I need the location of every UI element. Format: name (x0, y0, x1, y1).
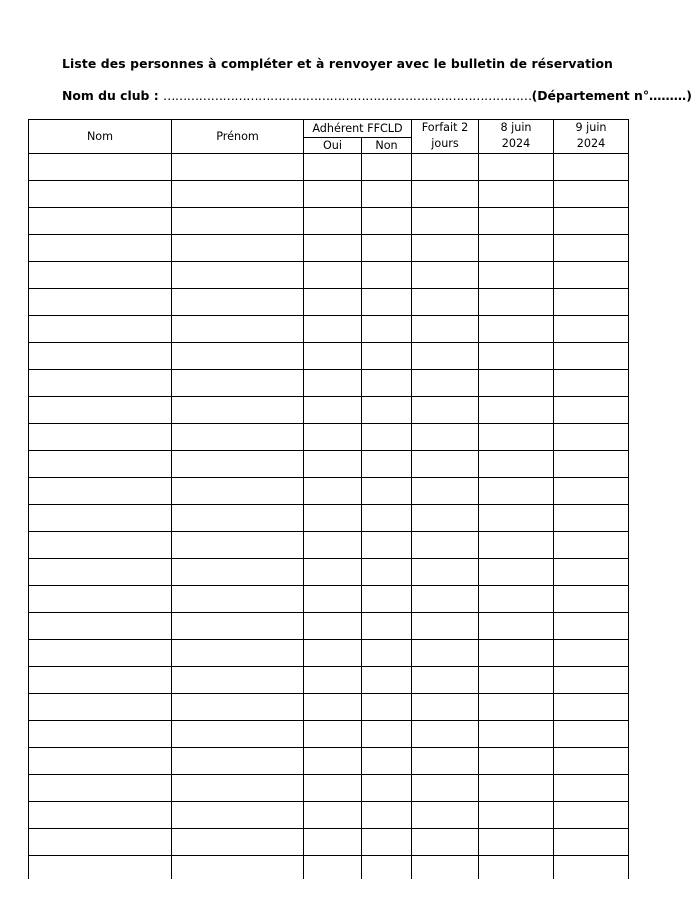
header-adherent-ffcld: Adhérent FFCLD (304, 120, 412, 138)
header-day-1-line2: 2024 (501, 137, 531, 150)
adherent-non-cell[interactable] (362, 235, 412, 262)
adherent-non-cell[interactable] (362, 478, 412, 505)
adherent-non-cell[interactable] (362, 181, 412, 208)
table-row (29, 262, 629, 289)
forfait-cell[interactable] (412, 694, 479, 721)
header-day-1-line1: 8 juin (500, 121, 532, 134)
nom-cell[interactable] (29, 559, 172, 586)
day-1-cell[interactable] (479, 829, 554, 856)
adherent-oui-cell[interactable] (304, 451, 362, 478)
nom-cell[interactable] (29, 154, 172, 181)
day-2-cell[interactable] (554, 181, 629, 208)
prenom-cell[interactable] (172, 748, 304, 775)
nom-cell[interactable] (29, 721, 172, 748)
day-1-cell[interactable] (479, 505, 554, 532)
adherent-oui-cell[interactable] (304, 694, 362, 721)
club-label: Nom du club : (62, 88, 159, 103)
adherent-oui-cell[interactable] (304, 208, 362, 235)
day-2-cell[interactable] (554, 613, 629, 640)
day-1-cell[interactable] (479, 316, 554, 343)
day-1-cell[interactable] (479, 748, 554, 775)
forfait-cell[interactable] (412, 424, 479, 451)
adherent-non-cell[interactable] (362, 289, 412, 316)
nom-cell[interactable] (29, 667, 172, 694)
day-2-cell[interactable] (554, 235, 629, 262)
prenom-cell[interactable] (172, 559, 304, 586)
forfait-cell[interactable] (412, 235, 479, 262)
adherent-non-cell[interactable] (362, 748, 412, 775)
adherent-non-cell[interactable] (362, 640, 412, 667)
header-day-2 (554, 120, 629, 154)
adherent-non-cell[interactable] (362, 370, 412, 397)
day-1-cell[interactable] (479, 856, 554, 880)
nom-cell[interactable] (29, 829, 172, 856)
adherent-oui-cell[interactable] (304, 262, 362, 289)
day-2-cell[interactable] (554, 343, 629, 370)
day-2-cell[interactable] (554, 532, 629, 559)
adherent-non-cell[interactable] (362, 559, 412, 586)
header-forfait-line1: Forfait 2 (421, 121, 469, 134)
day-2-cell[interactable] (554, 721, 629, 748)
day-1-cell[interactable] (479, 478, 554, 505)
day-2-cell[interactable] (554, 667, 629, 694)
day-1-cell[interactable] (479, 397, 554, 424)
day-2-cell[interactable] (554, 397, 629, 424)
nom-cell[interactable] (29, 316, 172, 343)
nom-cell[interactable] (29, 748, 172, 775)
adherent-non-cell[interactable] (362, 802, 412, 829)
forfait-cell[interactable] (412, 478, 479, 505)
adherent-non-cell[interactable] (362, 451, 412, 478)
nom-cell[interactable] (29, 775, 172, 802)
prenom-cell[interactable] (172, 478, 304, 505)
day-1-cell[interactable] (479, 667, 554, 694)
table-row (29, 559, 629, 586)
forfait-cell[interactable] (412, 802, 479, 829)
day-2-cell[interactable] (554, 775, 629, 802)
prenom-cell[interactable] (172, 721, 304, 748)
table-row (29, 154, 629, 181)
nom-cell[interactable] (29, 478, 172, 505)
nom-cell[interactable] (29, 694, 172, 721)
table-row (29, 532, 629, 559)
table-row (29, 856, 629, 880)
prenom-cell[interactable] (172, 343, 304, 370)
prenom-cell[interactable] (172, 856, 304, 880)
header-day-2-line2: 2024 (576, 137, 606, 150)
forfait-cell[interactable] (412, 370, 479, 397)
prenom-cell[interactable] (172, 775, 304, 802)
adherent-oui-cell[interactable] (304, 721, 362, 748)
nom-cell[interactable] (29, 397, 172, 424)
day-1-cell[interactable] (479, 289, 554, 316)
adherent-oui-cell[interactable] (304, 154, 362, 181)
table-body (29, 154, 629, 880)
prenom-cell[interactable] (172, 154, 304, 181)
header-forfait-line2: jours (431, 137, 459, 150)
day-1-cell[interactable] (479, 775, 554, 802)
adherent-oui-cell[interactable] (304, 856, 362, 880)
table-row (29, 613, 629, 640)
day-2-cell[interactable] (554, 289, 629, 316)
day-2-cell[interactable] (554, 316, 629, 343)
day-1-cell[interactable] (479, 208, 554, 235)
adherent-non-cell[interactable] (362, 343, 412, 370)
day-1-cell[interactable] (479, 343, 554, 370)
nom-cell[interactable] (29, 856, 172, 880)
table-row (29, 235, 629, 262)
day-1-cell[interactable] (479, 640, 554, 667)
adherent-oui-cell[interactable] (304, 748, 362, 775)
nom-cell[interactable] (29, 370, 172, 397)
club-name-line (62, 88, 692, 103)
nom-cell[interactable] (29, 802, 172, 829)
prenom-cell[interactable] (172, 316, 304, 343)
table-row (29, 181, 629, 208)
prenom-cell[interactable] (172, 829, 304, 856)
prenom-cell[interactable] (172, 397, 304, 424)
prenom-cell[interactable] (172, 370, 304, 397)
adherent-non-cell[interactable] (362, 667, 412, 694)
day-2-cell[interactable] (554, 370, 629, 397)
day-2-cell[interactable] (554, 208, 629, 235)
day-2-cell[interactable] (554, 748, 629, 775)
nom-cell[interactable] (29, 640, 172, 667)
adherent-oui-cell[interactable] (304, 532, 362, 559)
prenom-cell[interactable] (172, 667, 304, 694)
adherent-oui-cell[interactable] (304, 613, 362, 640)
table-row (29, 775, 629, 802)
header-oui: Oui (304, 138, 362, 154)
prenom-cell[interactable] (172, 289, 304, 316)
department-label: (Département n°………) (531, 88, 692, 103)
nom-cell[interactable] (29, 262, 172, 289)
adherent-oui-cell[interactable] (304, 424, 362, 451)
forfait-cell[interactable] (412, 721, 479, 748)
forfait-cell[interactable] (412, 154, 479, 181)
table-row (29, 829, 629, 856)
forfait-cell[interactable] (412, 667, 479, 694)
day-2-cell[interactable] (554, 586, 629, 613)
adherent-oui-cell[interactable] (304, 370, 362, 397)
day-2-cell[interactable] (554, 505, 629, 532)
forfait-cell[interactable] (412, 316, 479, 343)
forfait-cell[interactable] (412, 640, 479, 667)
forfait-cell[interactable] (412, 775, 479, 802)
adherent-oui-cell[interactable] (304, 478, 362, 505)
nom-cell[interactable] (29, 289, 172, 316)
day-2-cell[interactable] (554, 829, 629, 856)
adherent-non-cell[interactable] (362, 505, 412, 532)
adherent-non-cell[interactable] (362, 856, 412, 880)
prenom-cell[interactable] (172, 802, 304, 829)
table-row (29, 424, 629, 451)
adherent-non-cell[interactable] (362, 316, 412, 343)
table-row (29, 478, 629, 505)
day-1-cell[interactable] (479, 235, 554, 262)
adherent-non-cell[interactable] (362, 586, 412, 613)
nom-cell[interactable] (29, 505, 172, 532)
day-2-cell[interactable] (554, 559, 629, 586)
forfait-cell[interactable] (412, 505, 479, 532)
adherent-non-cell[interactable] (362, 694, 412, 721)
prenom-cell[interactable] (172, 694, 304, 721)
participants-table (28, 119, 629, 879)
adherent-oui-cell[interactable] (304, 289, 362, 316)
day-2-cell[interactable] (554, 424, 629, 451)
forfait-cell[interactable] (412, 289, 479, 316)
day-1-cell[interactable] (479, 532, 554, 559)
adherent-oui-cell[interactable] (304, 397, 362, 424)
forfait-cell[interactable] (412, 397, 479, 424)
nom-cell[interactable] (29, 613, 172, 640)
adherent-oui-cell[interactable] (304, 181, 362, 208)
table-row (29, 640, 629, 667)
header-prenom: Prénom (172, 120, 304, 154)
forfait-cell[interactable] (412, 829, 479, 856)
nom-cell[interactable] (29, 208, 172, 235)
forfait-cell[interactable] (412, 559, 479, 586)
prenom-cell[interactable] (172, 262, 304, 289)
day-1-cell[interactable] (479, 586, 554, 613)
prenom-cell[interactable] (172, 505, 304, 532)
table-row (29, 208, 629, 235)
nom-cell[interactable] (29, 235, 172, 262)
day-1-cell[interactable] (479, 262, 554, 289)
table-row (29, 289, 629, 316)
table-row (29, 667, 629, 694)
adherent-oui-cell[interactable] (304, 586, 362, 613)
adherent-non-cell[interactable] (362, 424, 412, 451)
adherent-non-cell[interactable] (362, 397, 412, 424)
day-2-cell[interactable] (554, 451, 629, 478)
day-1-cell[interactable] (479, 802, 554, 829)
adherent-non-cell[interactable] (362, 721, 412, 748)
nom-cell[interactable] (29, 181, 172, 208)
header-nom: Nom (29, 120, 172, 154)
forfait-cell[interactable] (412, 613, 479, 640)
table-row (29, 370, 629, 397)
adherent-oui-cell[interactable] (304, 667, 362, 694)
prenom-cell[interactable] (172, 613, 304, 640)
table-row (29, 343, 629, 370)
forfait-cell[interactable] (412, 181, 479, 208)
table-row (29, 586, 629, 613)
day-2-cell[interactable] (554, 640, 629, 667)
adherent-oui-cell[interactable] (304, 316, 362, 343)
adherent-oui-cell[interactable] (304, 235, 362, 262)
adherent-non-cell[interactable] (362, 613, 412, 640)
nom-cell[interactable] (29, 586, 172, 613)
day-1-cell[interactable] (479, 181, 554, 208)
adherent-oui-cell[interactable] (304, 802, 362, 829)
table-row (29, 451, 629, 478)
prenom-cell[interactable] (172, 235, 304, 262)
adherent-non-cell[interactable] (362, 775, 412, 802)
forfait-cell[interactable] (412, 208, 479, 235)
adherent-non-cell[interactable] (362, 154, 412, 181)
forfait-cell[interactable] (412, 451, 479, 478)
table-row (29, 748, 629, 775)
adherent-oui-cell[interactable] (304, 829, 362, 856)
adherent-non-cell[interactable] (362, 208, 412, 235)
page-title: Liste des personnes à compléter et à renvoyer avec le bulletin de réservation (62, 56, 613, 71)
day-1-cell[interactable] (479, 613, 554, 640)
prenom-cell[interactable] (172, 586, 304, 613)
day-2-cell[interactable] (554, 154, 629, 181)
adherent-non-cell[interactable] (362, 262, 412, 289)
nom-cell[interactable] (29, 343, 172, 370)
table-row (29, 397, 629, 424)
nom-cell[interactable] (29, 424, 172, 451)
day-2-cell[interactable] (554, 262, 629, 289)
header-day-2-line1: 9 juin (575, 121, 607, 134)
header-non: Non (362, 138, 412, 154)
adherent-oui-cell[interactable] (304, 775, 362, 802)
forfait-cell[interactable] (412, 262, 479, 289)
table-row (29, 505, 629, 532)
club-name-blank: ………………………………………………………………………………… (163, 88, 532, 103)
day-1-cell[interactable] (479, 451, 554, 478)
day-1-cell[interactable] (479, 694, 554, 721)
adherent-non-cell[interactable] (362, 532, 412, 559)
table-row (29, 694, 629, 721)
prenom-cell[interactable] (172, 208, 304, 235)
day-2-cell[interactable] (554, 478, 629, 505)
nom-cell[interactable] (29, 532, 172, 559)
prenom-cell[interactable] (172, 640, 304, 667)
day-1-cell[interactable] (479, 424, 554, 451)
forfait-cell[interactable] (412, 532, 479, 559)
prenom-cell[interactable] (172, 532, 304, 559)
header-forfait (412, 120, 479, 154)
day-1-cell[interactable] (479, 721, 554, 748)
prenom-cell[interactable] (172, 451, 304, 478)
prenom-cell[interactable] (172, 424, 304, 451)
adherent-oui-cell[interactable] (304, 559, 362, 586)
table-row (29, 802, 629, 829)
adherent-non-cell[interactable] (362, 829, 412, 856)
day-2-cell[interactable] (554, 694, 629, 721)
forfait-cell[interactable] (412, 748, 479, 775)
nom-cell[interactable] (29, 451, 172, 478)
forfait-cell[interactable] (412, 586, 479, 613)
table-row (29, 721, 629, 748)
day-1-cell[interactable] (479, 559, 554, 586)
adherent-oui-cell[interactable] (304, 640, 362, 667)
day-1-cell[interactable] (479, 154, 554, 181)
day-2-cell[interactable] (554, 856, 629, 880)
forfait-cell[interactable] (412, 856, 479, 880)
adherent-oui-cell[interactable] (304, 505, 362, 532)
day-2-cell[interactable] (554, 802, 629, 829)
table-row (29, 316, 629, 343)
forfait-cell[interactable] (412, 343, 479, 370)
day-1-cell[interactable] (479, 370, 554, 397)
prenom-cell[interactable] (172, 181, 304, 208)
header-day-1 (479, 120, 554, 154)
adherent-oui-cell[interactable] (304, 343, 362, 370)
